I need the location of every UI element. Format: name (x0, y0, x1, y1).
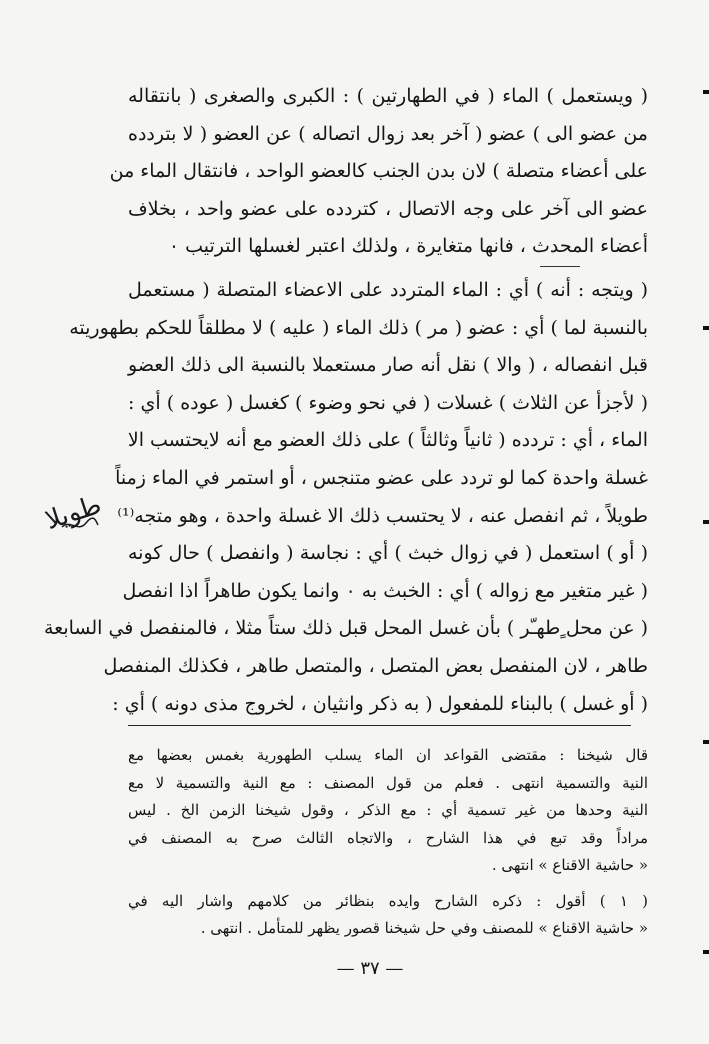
footnote-separator (128, 725, 631, 726)
footnote-line: النية وحدها من غير تسمية أي : مع الذكر ، وقول شيخنا الزمن الخ . ليس (128, 801, 648, 819)
text-line: ( لأجزأ عن الثلاث ) غسلات ( في نحو وضوء ) كغسل ( عوده ) أي : (128, 391, 648, 414)
text-line: عضو الى آخر على وجه الاتصال ، كتردده على عضو واحد ، بخلاف (128, 197, 648, 220)
page-number: — ٣٧ — (336, 958, 404, 979)
paragraph-2 (43, 272, 648, 723)
paragraph-separator-dash (540, 266, 580, 267)
text-line: طاهر ، لان المنفصل بعض المتصل ، والمتصل طاهر ، فكذلك المنفصل (103, 654, 648, 677)
scan-edge-mark (703, 90, 709, 94)
text-line: قبل انفصاله ، ( والا ) نقل أنه صار مستعملا بالنسبة الى ذلك العضو (128, 354, 648, 377)
scan-edge-mark (703, 950, 709, 954)
footnote-line: مراداً وقد تبع في هذا الشارح ، والاتجاه الثالث صرح به المصنف في (128, 828, 648, 847)
footnotes (128, 742, 648, 943)
text-line: طويلاً ، ثم انفصل عنه ، لا يحتسب ذلك الا غسلة واحدة ، وهو متجه⁽¹⁾ (117, 504, 648, 527)
text-line: ( ويتجه : أنه ) أي : الماء المتردد على الاعضاء المتصلة ( مستعمل (128, 279, 648, 301)
paragraph-1 (109, 78, 648, 266)
footnote-line: « حاشية الاقناع » انتهى . (491, 856, 648, 874)
handwritten-margin-note: طويلا (41, 489, 106, 537)
footnote-line: ( ١ ) أقول : ذكره الشارح وايده بنظائر من كلامهم واشار اليه في (128, 891, 648, 910)
footnote-line: « حاشية الاقناع » للمصنف وفي حل شيخنا قصور يظهر للمتأمل . انتهى . (200, 919, 648, 937)
text-line: أعضاء المحدث ، فانها متغايرة ، ولذلك اعتبر لغسلها الترتيب ٠ (168, 235, 648, 258)
text-line: من عضو الى ) عضو ( آخر بعد زوال اتصاله ) عن العضو ( لا بتردده (128, 122, 648, 145)
text-line: ( أو ) استعمل ( في زوال خبث ) أي : نجاسة ( وانفصل ) حال كونه (128, 542, 648, 565)
text-line: الماء ، أي : تردده ( ثانياً وثالثاً ) على ذلك العضو مع أنه لايحتسب الا (127, 429, 648, 452)
text-line: ( عن محل ٍطهـّر ) بأن غسل المحل قبل ذلك ستاً مثلا ، فالمنفصل في السابعة (43, 617, 648, 640)
scan-edge-mark (703, 520, 709, 524)
margin-note-underline-icon (60, 515, 100, 535)
text-line: غسلة واحدة كما لو تردد على عضو متنجس ، أو استمر في الماء زمناً (115, 466, 648, 489)
text-line: ( أو غسل ) بالبناء للمفعول ( به ذكر وانثيان ، لخروج مذى دونه ) أي : (112, 692, 648, 715)
text-line: ( ويستعمل ) الماء ( في الطهارتين ) : الكبرى والصغرى ( بانتقاله (128, 85, 648, 107)
text-line: على أعضاء متصلة ) لان بدن الجنب كالعضو الواحد ، فانتقال الماء من (109, 160, 648, 183)
scan-edge-mark (703, 326, 709, 330)
scan-edge-mark (703, 740, 709, 744)
text-line: ( غير متغير مع زواله ) أي : الخبث به ٠ وانما يكون طاهراً اذا انفصل (122, 579, 648, 602)
text-line: بالنسبة لما ) أي : عضو ( مر ) ذلك الماء ( عليه ) لا مطلقاً للحكم بطهوريته (69, 316, 648, 339)
footnote-line: النية والتسمية انتهى . فعلم من قول المصنف : مع النية والتسمية لا مع (128, 773, 648, 792)
footnote-line: قال شيخنا : مقتضى القواعد ان الماء يسلب الطهورية بغمس بعضها مع (128, 746, 648, 764)
